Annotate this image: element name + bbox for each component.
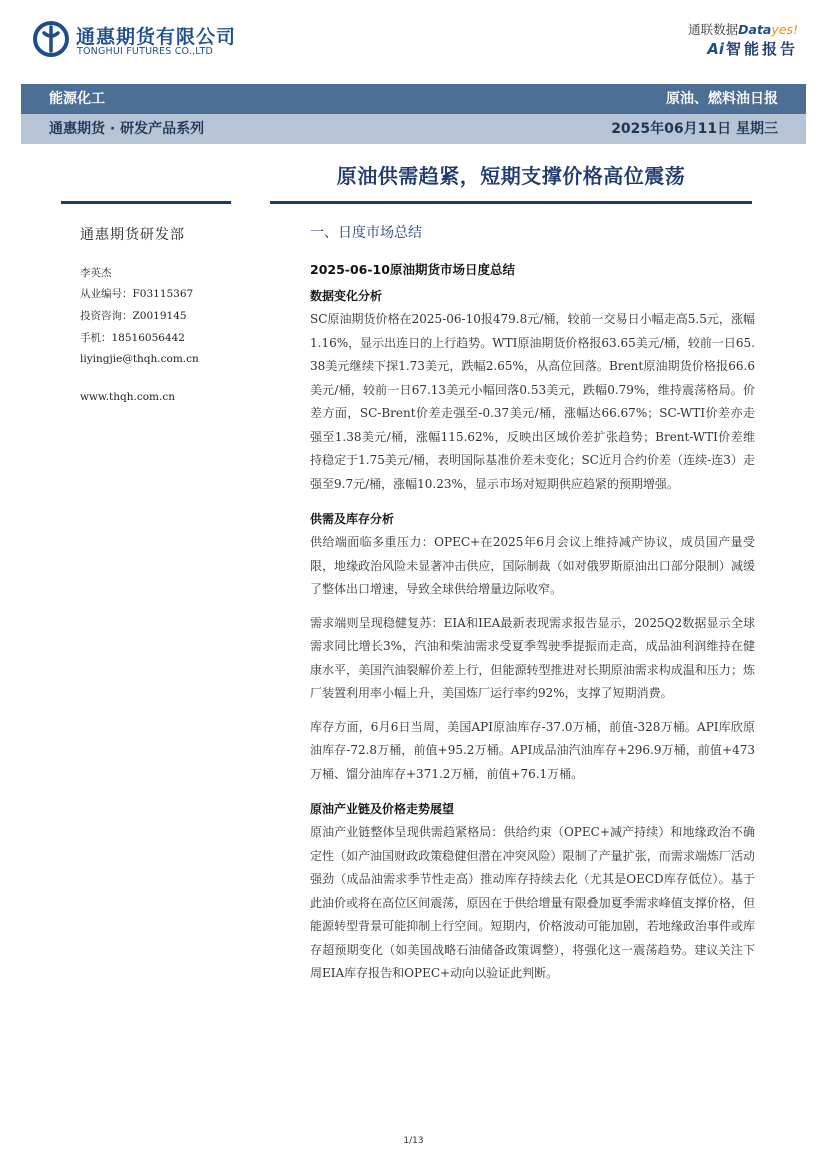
license-number: 从业编号：F03115367 — [80, 288, 194, 300]
section-title: 一、日度市场总结 — [310, 225, 422, 241]
subheading-supply-demand: 供需及库存分析 — [310, 512, 395, 526]
sidebar-divider — [61, 201, 231, 204]
ai-report-label — [707, 38, 798, 59]
subheading-data-analysis: 数据变化分析 — [310, 289, 383, 303]
company-name-cn: 通惠期货有限公司 — [76, 26, 237, 48]
subheading-outlook: 原油产业链及价格走势展望 — [310, 802, 455, 816]
paragraph-data-analysis: SC原油期货价格在2025-06-10报479.8元/桶，较前一交易日小幅走高5.5元，涨幅1.16%，显示出连日的上行趋势。WTI原油期货价格报63.65美元/桶，较前一日65.38美元继续下探1.73美元，跌幅2.65%，从高位回落。Brent原油期货价格报66.6美元/桶，较前一日67.13美元小幅回落0.53美元，跌幅0.79%，维持震荡格局。价差方面，SC-Brent价差走强至-0.37美元/桶，涨幅达66.67%；SC-WTI价差亦走强至1.38美元/桶，涨幅115.62%，反映出区域价差扩张趋势；Brent-WTI价差维持稳定于1.75美元/桶，表明国际基准价差未变化；SC近月合约价差（连续-连3）走强至9.7元/桶，涨幅10.23%，显示市场对短期供应趋紧的预期增强。 — [310, 312, 755, 491]
website-link[interactable]: www.thqh.com.cn — [80, 391, 175, 403]
ai-prefix: Ai — [707, 40, 724, 58]
summary-title: 2025-06-10原油期货市场日度总结 — [310, 262, 515, 277]
paragraph-inventory: 库存方面，6月6日当周，美国API原油库存-37.0万桶，前值-328万桶。API库欣原油库存-72.8万桶，前值+95.2万桶。API成品油汽油库存+296.9万桶，前值+473万桶、馏分油库存+371.2万桶，前值+76.1万桶。 — [310, 719, 755, 781]
advisory-number: 投资咨询：Z0019145 — [80, 310, 187, 322]
series-label: 通惠期货 · 研发产品系列 — [49, 121, 205, 137]
page-number: 1/13 — [403, 1136, 424, 1146]
company-name-en: TONGHUI FUTURES CO.,LTD — [77, 46, 213, 57]
sector-label: 能源化工 — [49, 91, 105, 107]
provider-yes: yes! — [771, 22, 798, 37]
email-link[interactable]: liyingjie@thqh.com.cn — [80, 353, 199, 365]
company-logo-icon — [33, 21, 69, 57]
report-type-label: 原油、燃料油日报 — [666, 91, 778, 107]
header-band-top — [21, 84, 806, 114]
phone-number: 手机：18516056442 — [80, 332, 185, 344]
provider-data: Data — [738, 22, 772, 37]
main-content — [310, 222, 755, 996]
sidebar-dept: 通惠期货研发部 — [80, 227, 185, 243]
paragraph-outlook: 原油产业链整体呈现供需趋紧格局：供给约束（OPEC+减产持续）和地缘政治不确定性（如产油国财政政策稳健但潜在冲突风险）限制了产量扩张，而需求端炼厂活动强劲（成品油需求季节性走高）推动库存持续去化（尤其是OECD库存低位）。基于此油价或将在高位区间震荡，原因在于供给增量有限叠加夏季需求峰值支撑价格，但能源转型背景可能抑制上行空间。短期内，价格波动可能加剧，若地缘政治事件或库存超预期变化（如美国战略石油储备政策调整），将强化这一震荡趋势。建议关注下周EIA库存报告和OPEC+动向以验证此判断。 — [310, 825, 755, 980]
headline-divider — [270, 201, 752, 204]
report-headline: 原油供需趋紧，短期支撑价格高位震荡 — [336, 164, 686, 188]
report-date: 2025年06月11日 星期三 — [611, 121, 778, 137]
provider-name-cn: 通联数据 — [688, 22, 739, 37]
paragraph-demand: 需求端则呈现稳健复苏：EIA和IEA最新表现需求报告显示，2025Q2数据显示全球需求同比增长3%，汽油和柴油需求受夏季驾驶季提振而走高，成品油利润维持在健康水平，美国汽油裂解价差上行，但能源转型推进对长期原油需求构成温和压力；炼厂装置利用率小幅上升，美国炼厂运行率约92%，支撑了短期消费。 — [310, 615, 755, 700]
provider-logo — [688, 20, 798, 38]
paragraph-supply: 供给端面临多重压力：OPEC+在2025年6月会议上维持减产协议，成员国产量受限，地缘政治风险未显著冲击供应，国际制裁（如对俄罗斯原油出口部分限制）减缓了整体出口增速，导致全球供给增量边际收窄。 — [310, 535, 755, 596]
ai-report-text: 智能报告 — [725, 40, 798, 58]
header-band-bottom — [21, 114, 806, 144]
analyst-name: 李英杰 — [80, 267, 112, 279]
